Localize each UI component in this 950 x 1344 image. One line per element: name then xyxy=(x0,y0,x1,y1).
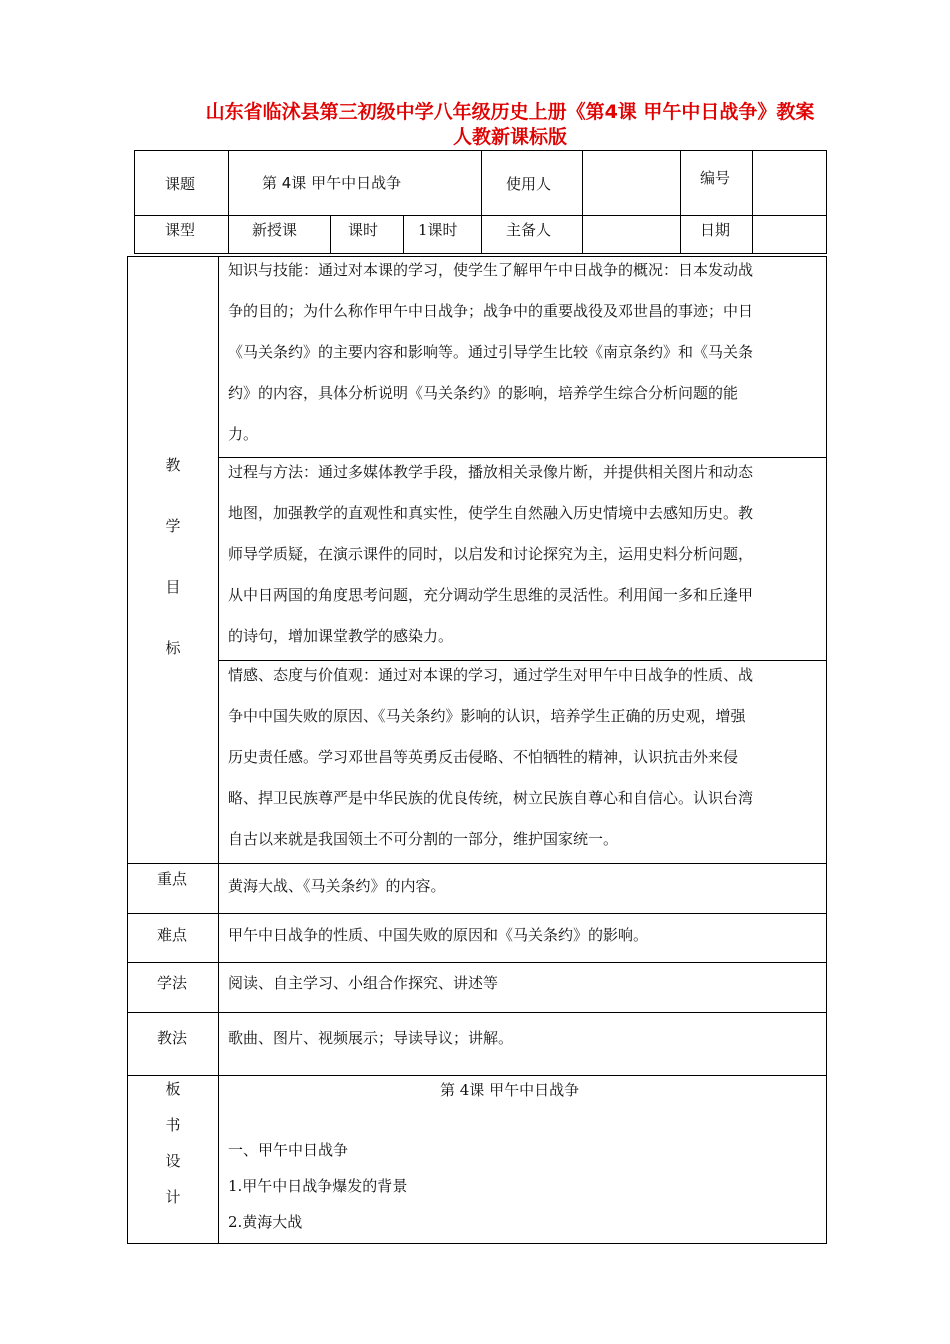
board-char-2: 书 xyxy=(165,1116,181,1134)
study-method-label: 学法 xyxy=(157,974,188,992)
difficulties-value: 甲午中日战争的性质、中国失败的原因和《马关条约》的影响。 xyxy=(228,926,649,944)
board-char-4: 计 xyxy=(165,1188,181,1206)
objectives-char-2: 学 xyxy=(165,517,181,535)
study-method-value: 阅读、自主学习、小组合作探究、讲述等 xyxy=(228,974,499,992)
number-label: 编号 xyxy=(700,169,731,187)
teaching-method-label: 教法 xyxy=(157,1029,188,1047)
objectives-char-4: 标 xyxy=(165,639,181,657)
type-label: 课型 xyxy=(165,221,196,239)
objectives-char-3: 目 xyxy=(165,578,181,596)
topic-value: 第 4课 甲午中日战争 xyxy=(262,174,402,192)
title-line-2: 人教新课标版 xyxy=(452,126,567,148)
objectives-char-1: 教 xyxy=(165,456,181,474)
key-points-value: 黄海大战、《马关条约》的内容。 xyxy=(228,877,446,895)
board-heading: 第 4课 甲午中日战争 xyxy=(440,1081,580,1099)
difficulties-label: 难点 xyxy=(157,926,188,944)
board-char-3: 设 xyxy=(165,1152,181,1170)
topic-label: 课题 xyxy=(165,175,196,193)
hours-value: 1课时 xyxy=(418,221,458,239)
type-value: 新授课 xyxy=(252,221,298,239)
objective-process: 过程与方法：通过多媒体教学手段，播放相关录像片断，并提供相关图片和动态 地图，加强教学的直观性和真实性，使学生自然融入历史情境中去感知历史。教 师导学质疑，在演示课件的同时，以启发和讨论探究为主，运用史料分析问题， 从中日两国的角度思考问题，充分调动学生思维的灵活性。利用闻一多和丘逢甲 的诗句，增加课堂教学的感染力。 xyxy=(228,463,754,645)
hours-label: 课时 xyxy=(348,221,379,239)
board-line-1: 一、甲午中日战争 xyxy=(228,1141,349,1159)
board-char-1: 板 xyxy=(165,1080,181,1098)
document-title xyxy=(130,100,890,150)
board-line-2: 1.甲午中日战争爆发的背景 xyxy=(228,1177,408,1195)
preparer-label: 主备人 xyxy=(506,221,552,239)
objective-knowledge: 知识与技能：通过对本课的学习，使学生了解甲午中日战争的概况：日本发动战 争的目的；为什么称作甲午中日战争；战争中的重要战役及邓世昌的事迹；中日 《马关条约》的主要内容和影响等。通过引导学生比较《南京条约》和《马关条 约》的内容，具体分析说明《马关条约》的影响，培养学生综合分析问题的能 力。 xyxy=(228,261,754,443)
teaching-method-value: 歌曲、图片、视频展示；导读导议；讲解。 xyxy=(228,1029,514,1047)
date-label: 日期 xyxy=(700,221,731,239)
board-line-3: 2.黄海大战 xyxy=(228,1213,303,1231)
user-label: 使用人 xyxy=(506,175,552,193)
objective-emotion: 情感、态度与价值观：通过对本课的学习，通过学生对甲午中日战争的性质、战 争中中国失败的原因、《马关条约》影响的认识，培养学生正确的历史观，增强 历史责任感。学习邓世昌等英勇反击侵略、不怕牺牲的精神，认识抗击外来侵 略、捍卫民族尊严是中华民族的优良传统，树立民族自尊心和自信心。认识台湾 自古以来就是我国领土不可分割的一部分，维护国家统一。 xyxy=(228,666,754,848)
title-line-1: 山东省临沭县第三初级中学八年级历史上册《第4课 甲午中日战争》教案 xyxy=(205,101,815,123)
key-points-label: 重点 xyxy=(157,870,188,888)
